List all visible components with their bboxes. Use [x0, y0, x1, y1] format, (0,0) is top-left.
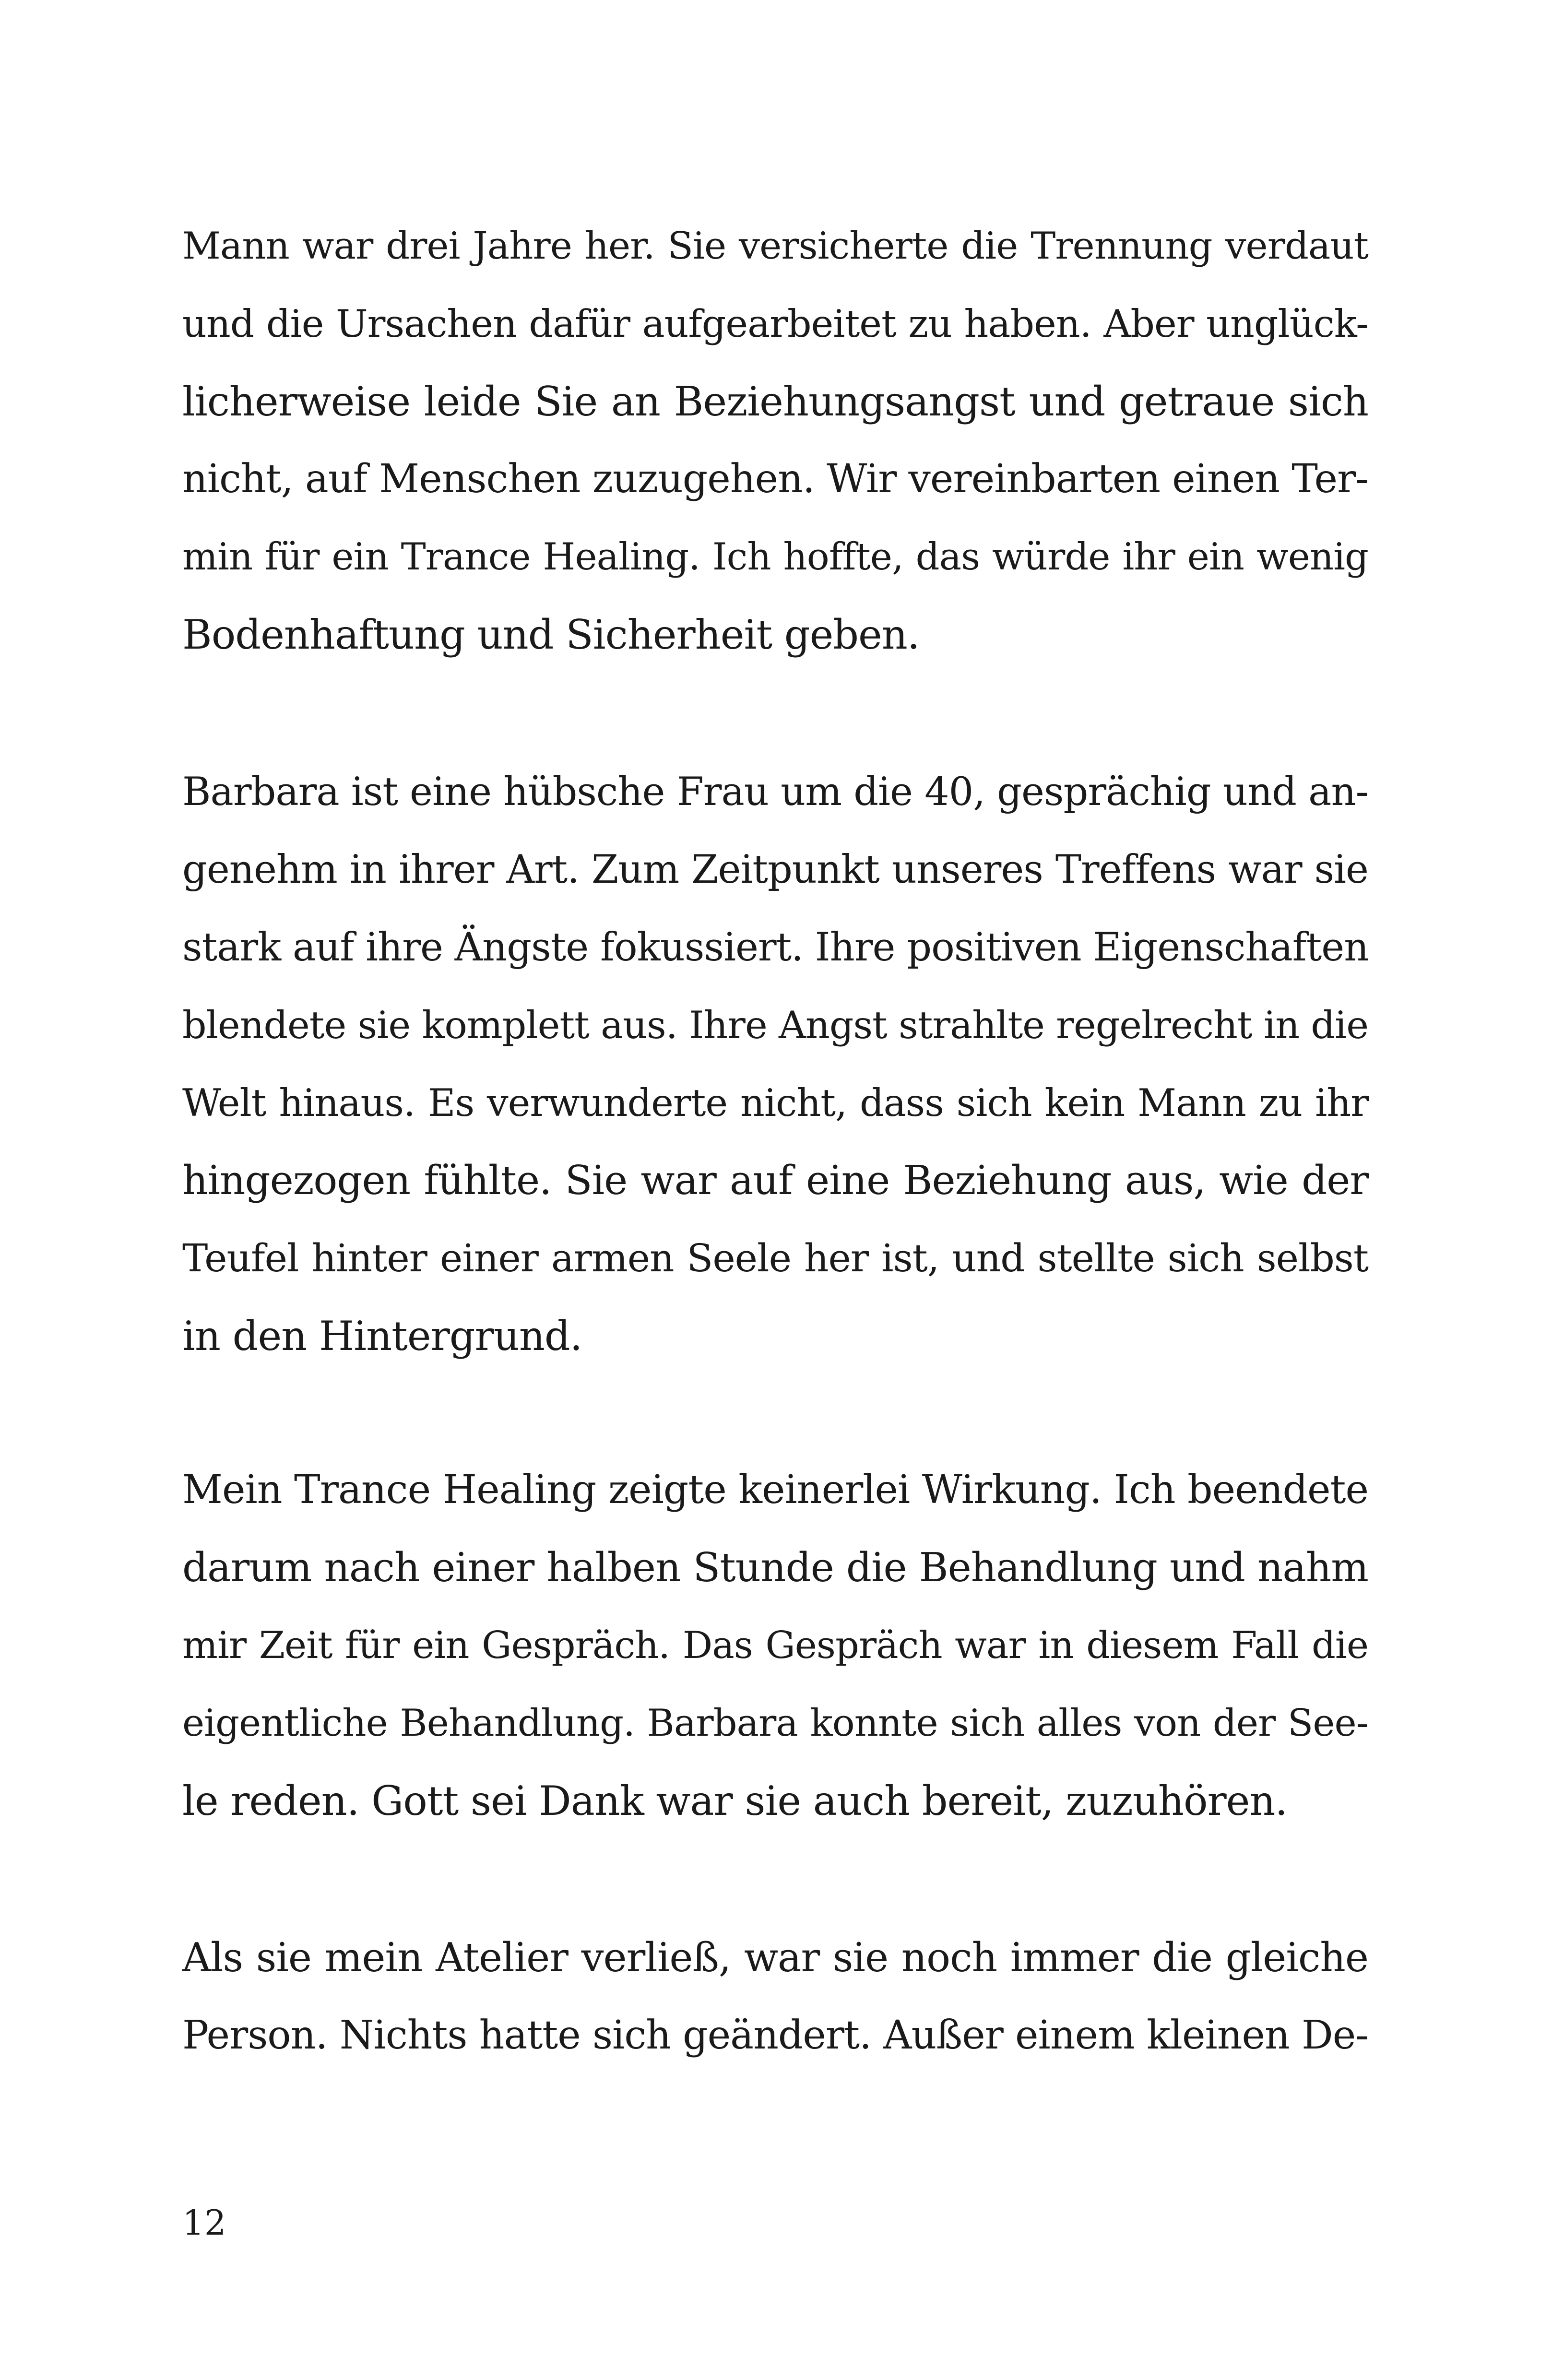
text-line: und die Ursachen dafür aufgearbeitet zu haben. Aber unglück- — [182, 302, 1368, 346]
text-line: stark auf ihre Ängste fokussiert. Ihre positiven Eigenschaften — [182, 925, 1369, 970]
text-line: Bodenhaftung und Sicherheit geben. — [182, 611, 920, 658]
text-line: Als sie mein Atelier verließ, war sie noch immer die gleiche — [182, 1934, 1368, 1981]
text-line: Person. Nichts hatte sich geändert. Außer einem kleinen De- — [182, 2013, 1368, 2058]
paragraph-4 — [182, 1919, 1368, 2074]
text-line: licherweise leide Sie an Beziehungsangst und getraue sich — [182, 378, 1368, 425]
text-line: eigentliche Behandlung. Barbara konnte sich alles von der See- — [182, 1702, 1368, 1745]
text-line: Mann war drei Jahre her. Sie versicherte die Trennung verdaut — [182, 225, 1368, 268]
paragraph-2 — [182, 753, 1368, 1375]
text-line: darum nach einer halben Stunde die Behandlung und nahm — [182, 1544, 1368, 1591]
text-line: mir Zeit für ein Gespräch. Das Gespräch war in diesem Fall die — [182, 1624, 1368, 1667]
text-line: min für ein Trance Healing. Ich hoffte, das würde ihr ein wenig — [182, 535, 1368, 579]
text-line: hingezogen fühlte. Sie war auf eine Beziehung aus, wie der — [182, 1157, 1368, 1204]
text-line: Mein Trance Healing zeigte keinerlei Wirkung. Ich beendete — [182, 1467, 1368, 1513]
text-line: Welt hinaus. Es verwunderte nicht, dass sich kein Mann zu ihr — [182, 1081, 1368, 1125]
paragraph-1 — [182, 207, 1368, 674]
page-number: 12 — [182, 2202, 226, 2243]
text-line: genehm in ihrer Art. Zum Zeitpunkt unseres Treffens war sie — [182, 847, 1368, 892]
text-line: Barbara ist eine hübsche Frau um die 40, gesprächig und an- — [182, 770, 1368, 815]
paragraph-3 — [182, 1451, 1368, 1840]
text-line: Teufel hinter einer armen Seele her ist, und stellte sich selbst — [182, 1236, 1368, 1280]
text-line: blendete sie komplett aus. Ihre Angst strahlte regelrecht in die — [182, 1003, 1368, 1047]
text-line: nicht, auf Menschen zuzugehen. Wir vereinbarten einen Ter- — [182, 456, 1368, 502]
text-line: in den Hintergrund. — [182, 1313, 582, 1360]
text-line: le reden. Gott sei Dank war sie auch bereit, zuzuhören. — [182, 1777, 1288, 1824]
